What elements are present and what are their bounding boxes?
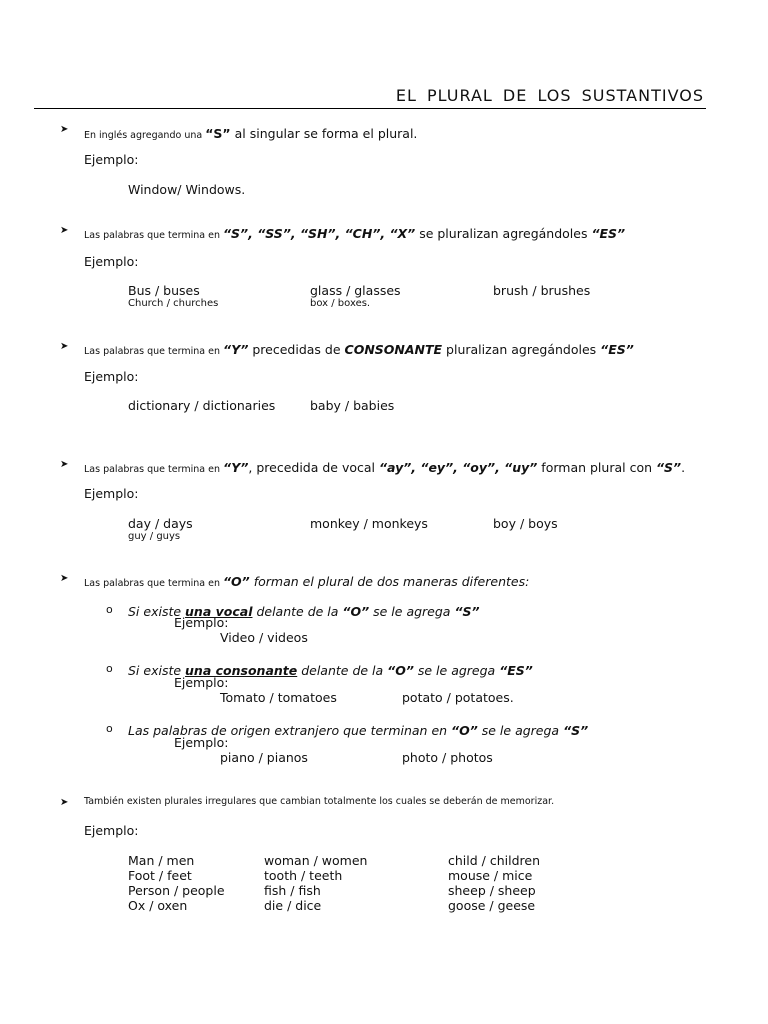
example-item: piano / pianos bbox=[220, 750, 308, 765]
rule-6-text: También existen plurales irregulares que cambian totalmente los cuales se deberán de memorizar. bbox=[84, 796, 555, 807]
sub-bullet-icon: o bbox=[106, 662, 113, 675]
example-item: dictionary / dictionaries bbox=[128, 398, 276, 413]
rule-5-sub-2-text: Si existe una consonante delante de la “O” se le agrega “ES” bbox=[128, 663, 533, 678]
example-label: Ejemplo: bbox=[174, 675, 229, 690]
rule-3-text: Las palabras que termina en “Y” precedidas de CONSONANTE pluralizan agregándoles “ES” bbox=[84, 342, 634, 357]
example-item: fish / fish bbox=[264, 883, 321, 898]
example-item: Foot / feet bbox=[128, 868, 192, 883]
example-item: guy / guys bbox=[128, 531, 181, 542]
rule-2-text: Las palabras que termina en “S”, “SS”, “SH”, “CH”, “X” se pluralizan agregándoles “ES” bbox=[84, 226, 626, 241]
rule-4-text: Las palabras que termina en “Y”, precedida de vocal “ay”, “ey”, “oy”, “uy” forman plural con “S”. bbox=[84, 460, 686, 475]
example-item: Video / videos bbox=[220, 630, 308, 645]
example-item: monkey / monkeys bbox=[310, 516, 428, 531]
example-item: Window/ Windows. bbox=[128, 182, 246, 197]
example-item: Church / churches bbox=[128, 298, 219, 309]
example-label: Ejemplo: bbox=[174, 615, 229, 630]
bullet-icon: ➤ bbox=[60, 124, 69, 135]
example-item: child / children bbox=[448, 853, 540, 868]
example-item: mouse / mice bbox=[448, 868, 533, 883]
example-item: goose / geese bbox=[448, 898, 536, 913]
example-label: Ejemplo: bbox=[84, 254, 139, 269]
example-item: glass / glasses bbox=[310, 283, 401, 298]
example-item: woman / women bbox=[264, 853, 368, 868]
bullet-icon: ➤ bbox=[60, 341, 69, 352]
example-item: sheep / sheep bbox=[448, 883, 536, 898]
page-title: EL PLURAL DE LOS SUSTANTIVOS bbox=[395, 86, 704, 105]
example-item: Bus / buses bbox=[128, 283, 200, 298]
example-item: Man / men bbox=[128, 853, 195, 868]
rule-5-sub-3-text: Las palabras de origen extranjero que terminan en “O” se le agrega “S” bbox=[128, 723, 589, 738]
rule-5-text: Las palabras que termina en “O” forman el plural de dos maneras diferentes: bbox=[84, 574, 530, 589]
example-item: die / dice bbox=[264, 898, 322, 913]
example-label: Ejemplo: bbox=[84, 823, 139, 838]
example-item: potato / potatoes. bbox=[402, 690, 514, 705]
example-label: Ejemplo: bbox=[84, 369, 139, 384]
bullet-icon: ➤ bbox=[60, 225, 69, 236]
rule-5-sub-1-text: Si existe una vocal delante de la “O” se le agrega “S” bbox=[128, 604, 480, 619]
example-label: Ejemplo: bbox=[84, 486, 139, 501]
bullet-icon: ➤ bbox=[60, 573, 69, 584]
example-item: Person / people bbox=[128, 883, 225, 898]
example-item: boy / boys bbox=[493, 516, 558, 531]
example-item: Tomato / tomatoes bbox=[220, 690, 337, 705]
example-item: brush / brushes bbox=[493, 283, 591, 298]
example-item: tooth / teeth bbox=[264, 868, 343, 883]
example-item: day / days bbox=[128, 516, 193, 531]
sub-bullet-icon: o bbox=[106, 722, 113, 735]
example-label: Ejemplo: bbox=[84, 152, 139, 167]
example-item: baby / babies bbox=[310, 398, 395, 413]
rule-1-text: En inglés agregando una “S” al singular se forma el plural. bbox=[84, 126, 418, 141]
sub-bullet-icon: o bbox=[106, 603, 113, 616]
example-item: Ox / oxen bbox=[128, 898, 188, 913]
bullet-icon: ➤ bbox=[60, 459, 69, 470]
bullet-icon: ➤ bbox=[60, 797, 69, 808]
example-item: box / boxes. bbox=[310, 298, 371, 309]
title-underline bbox=[34, 108, 706, 109]
example-label: Ejemplo: bbox=[174, 735, 229, 750]
example-item: photo / photos bbox=[402, 750, 493, 765]
